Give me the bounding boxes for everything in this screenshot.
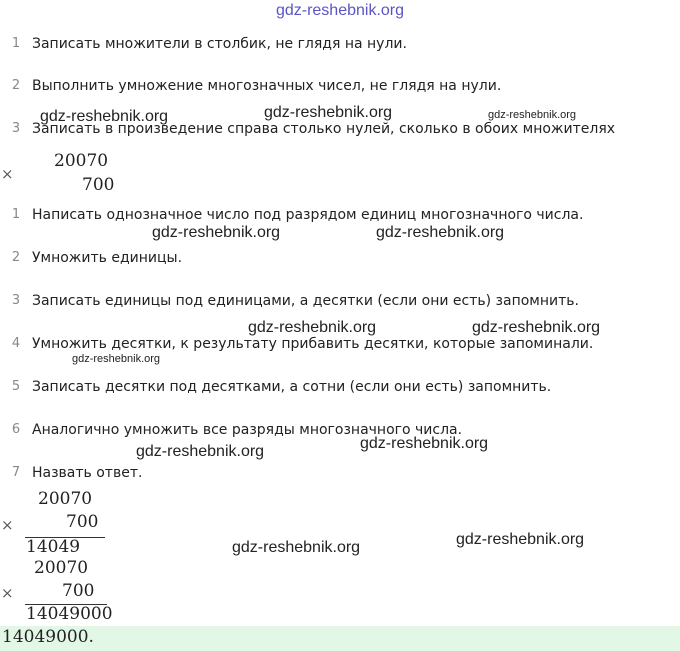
answer-band bbox=[0, 626, 680, 651]
watermark: gdz-reshebnik.org bbox=[248, 319, 377, 336]
multiply-sign: × bbox=[1, 516, 14, 534]
step-text: Записать множители в столбик, не глядя на нули. bbox=[32, 36, 407, 52]
setup-top-factor: 20070 bbox=[54, 151, 109, 171]
step-number: 4 bbox=[11, 336, 21, 351]
step-text: Умножить десятки, к результату прибавить десятки, которые запоминали. bbox=[32, 336, 594, 352]
watermark: gdz-reshebnik.org bbox=[264, 104, 393, 121]
watermark: gdz-reshebnik.org bbox=[472, 319, 601, 336]
multiply-sign: × bbox=[1, 584, 14, 602]
calc1-bottom-factor: 700 bbox=[66, 512, 99, 532]
calc1-top-factor: 20070 bbox=[38, 489, 93, 509]
header-watermark: gdz-reshebnik.org bbox=[275, 2, 405, 19]
watermark: gdz-reshebnik.org bbox=[136, 443, 265, 460]
step-number: 2 bbox=[11, 78, 21, 93]
step-number: 5 bbox=[11, 379, 21, 394]
watermark: gdz-reshebnik.org bbox=[376, 224, 505, 241]
step-number: 3 bbox=[11, 293, 21, 308]
step-text: Написать однозначное число под разрядом единиц многозначного числа. bbox=[32, 207, 584, 223]
watermark: gdz-reshebnik.org bbox=[360, 435, 489, 452]
step-number: 1 bbox=[11, 36, 21, 51]
step-number: 6 bbox=[11, 422, 21, 437]
step-number: 2 bbox=[11, 250, 21, 265]
step-text: Назвать ответ. bbox=[32, 465, 143, 481]
calc2-top-factor: 20070 bbox=[34, 558, 89, 578]
calc2-bottom-factor: 700 bbox=[62, 581, 95, 601]
step-number: 1 bbox=[11, 207, 21, 222]
step-text: Записать единицы под единицами, а десятки (если они есть) запомнить. bbox=[32, 293, 579, 309]
multiply-sign: × bbox=[1, 165, 14, 183]
calc2-result: 14049000 bbox=[26, 604, 113, 624]
watermark: gdz-reshebnik.org bbox=[488, 109, 577, 121]
answer-text: 14049000. bbox=[2, 627, 94, 647]
step-text: Записать десятки под десятками, а сотни (если они есть) запомнить. bbox=[32, 379, 552, 395]
watermark: gdz-reshebnik.org bbox=[456, 531, 585, 548]
setup-bottom-factor: 700 bbox=[82, 175, 115, 195]
step-text: Аналогично умножить все разряды многозначного числа. bbox=[32, 422, 463, 438]
step-text: Выполнить умножение многозначных чисел, не глядя на нули. bbox=[32, 78, 502, 94]
calc1-result: 14049 bbox=[26, 537, 81, 557]
step-text: Записать в произведение справа столько нулей, сколько в обоих множителях bbox=[32, 121, 616, 137]
watermark: gdz-reshebnik.org bbox=[152, 224, 281, 241]
watermark: gdz-reshebnik.org bbox=[72, 353, 161, 365]
watermark: gdz-reshebnik.org bbox=[232, 539, 361, 556]
watermark: gdz-reshebnik.org bbox=[40, 108, 169, 125]
step-number: 7 bbox=[11, 465, 21, 480]
step-number: 3 bbox=[11, 121, 21, 136]
step-text: Умножить единицы. bbox=[32, 250, 183, 266]
